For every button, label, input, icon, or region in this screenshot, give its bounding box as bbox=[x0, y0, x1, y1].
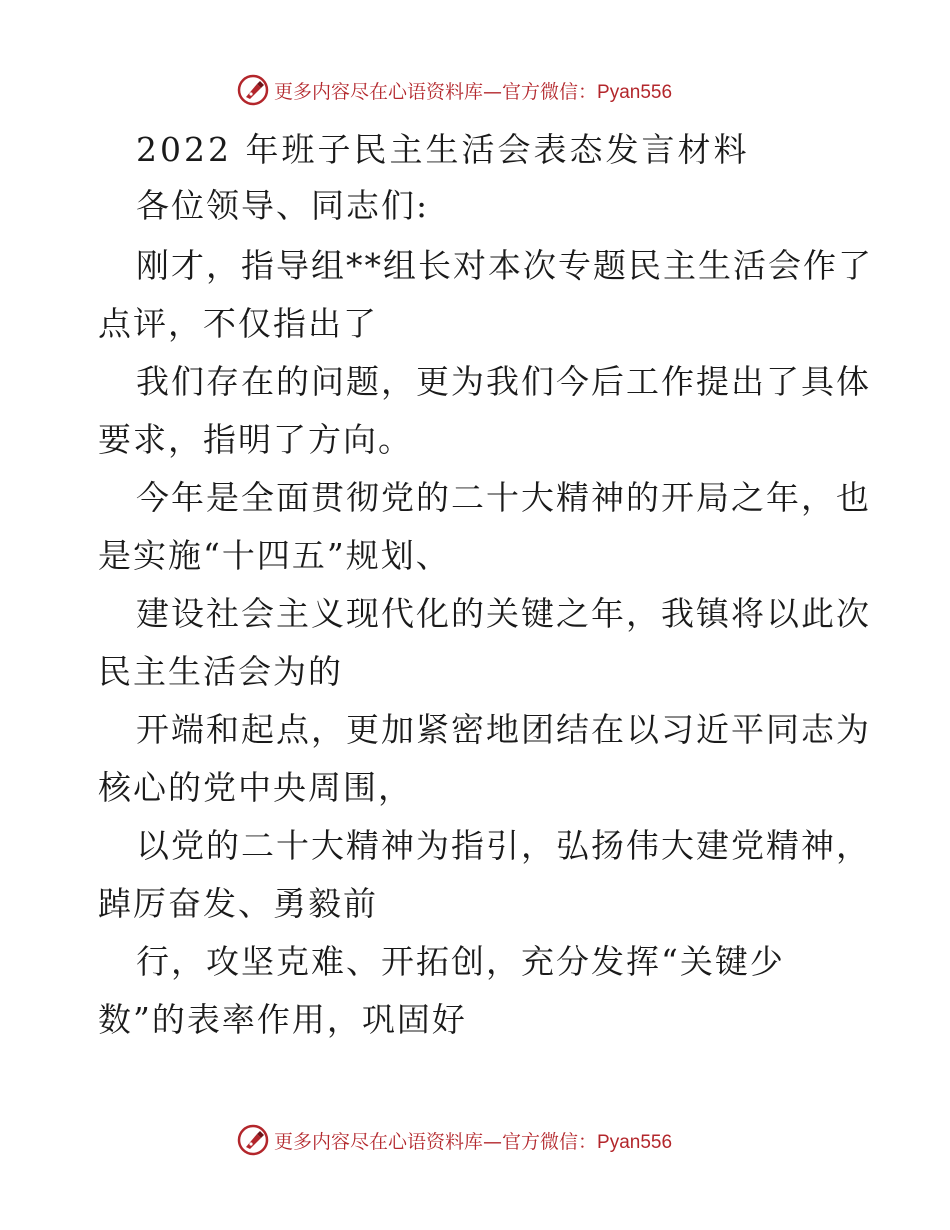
watermark-dash: — bbox=[483, 80, 503, 103]
paragraph-line: 今年是全面贯彻党的二十大精神的开局之年，也 bbox=[136, 478, 871, 517]
watermark-site-text: 更多内容尽在心语资料库 bbox=[274, 1130, 484, 1153]
paragraph-line: 要求，指明了方向。 bbox=[98, 420, 413, 459]
paragraph-line: 行，攻坚克难、开拓创，充分发挥“关键少 bbox=[136, 942, 785, 981]
paragraph-line: 踔厉奋发、勇毅前 bbox=[98, 884, 378, 923]
paragraph-line: 开端和起点，更加紧密地团结在以习近平同志为 bbox=[136, 710, 871, 749]
paragraph-line: 数”的表率作用，巩固好 bbox=[98, 1000, 467, 1039]
paragraph-line: 我们存在的问题，更为我们今后工作提出了具体 bbox=[136, 362, 871, 401]
paragraph-line: 建设社会主义现代化的关键之年，我镇将以此次 bbox=[136, 594, 871, 633]
paragraph-line: 核心的党中央周围， bbox=[98, 768, 413, 807]
watermark-dash: — bbox=[483, 1130, 503, 1153]
watermark-handle: Pyan556 bbox=[597, 1131, 673, 1153]
paragraph-line: 各位领导、同志们: bbox=[136, 186, 430, 225]
watermark-text bbox=[274, 77, 672, 104]
watermark-contact-label: 官方微信： bbox=[502, 1130, 598, 1153]
header-watermark bbox=[236, 70, 672, 110]
document-title: 2022 年班子民主生活会表态发言材料 bbox=[136, 130, 750, 169]
paragraph-line: 民主生活会为的 bbox=[98, 652, 343, 691]
watermark-contact-label: 官方微信： bbox=[502, 80, 598, 103]
watermark-text bbox=[274, 1127, 672, 1154]
paragraph-line: 点评，不仅指出了 bbox=[98, 304, 378, 343]
footer-watermark bbox=[236, 1120, 672, 1160]
paragraph-line: 刚才，指导组**组长对本次专题民主生活会作了 bbox=[136, 246, 873, 285]
paragraph-line: 以党的二十大精神为指引，弘扬伟大建党精神， bbox=[136, 826, 871, 865]
pen-nib-circle-icon bbox=[236, 1123, 270, 1157]
watermark-site-text: 更多内容尽在心语资料库 bbox=[274, 80, 484, 103]
paragraph-line: 是实施“十四五”规划、 bbox=[98, 536, 451, 575]
pen-nib-circle-icon bbox=[236, 73, 270, 107]
watermark-handle: Pyan556 bbox=[597, 81, 673, 103]
